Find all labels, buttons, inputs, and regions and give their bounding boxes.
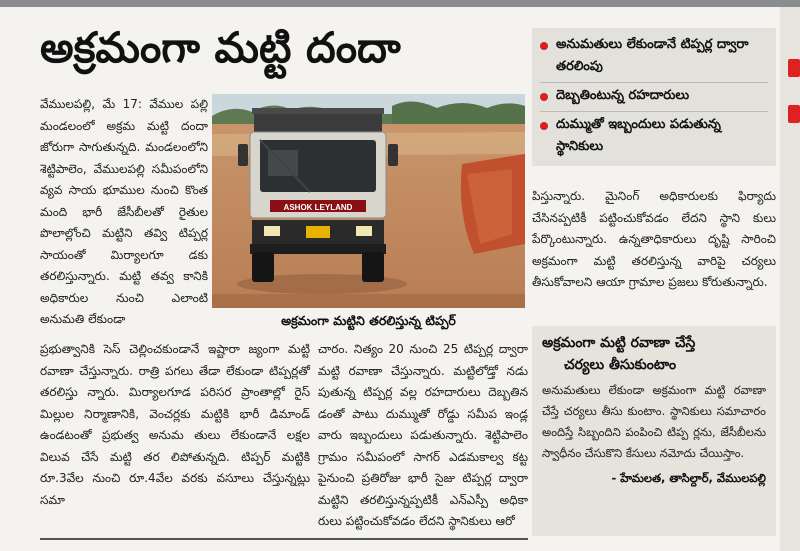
- quote-signature: - హేమలత, తాసిల్దార్, వేములపల్లి: [611, 471, 766, 485]
- top-margin-bar: [0, 0, 800, 7]
- adjacent-page-edge: [780, 7, 800, 551]
- truck-illustration: [212, 94, 525, 308]
- adjacent-red-mark: [788, 59, 800, 77]
- quote-title: చర్యలు తీసుకుంటాం: [564, 357, 677, 373]
- official-quote-box: [532, 326, 776, 536]
- quote-title: అక్రమంగా మట్టి రవాణా చేస్తే: [542, 335, 696, 351]
- headline: అక్రమంగా మట్టి దందా: [40, 23, 401, 72]
- divider: [540, 111, 768, 112]
- article-column-left-top: వేములపల్లి, మే 17: వేముల పల్లి మండలంలో అక్రమ మట్టి దందా జోరుగా సాగుతున్నది. మండలంలోని శెట్టిపాలెం, వేములపల్లి సమీపంలోని వ్యవ సాయ భూముల నుంచి కొంత మంది భారీ జేసీబీలతో రైతుల పొలాల్లోంచి మట్టిని తవ్వి టిప్పర్ల సాయంతో మిర్యాలగూ డకు తరలిస్తున్నారు. మట్టి తవ్వ కానికి అధికారుల నుంచి ఎలాంటి అనుమతి లేకుండా: [40, 97, 208, 326]
- truck-brand-label: ASHOK LEYLAND: [283, 203, 353, 212]
- highlight-item: దుమ్ముతో ఇబ్బందులు పడుతున్న స్థానికులు: [540, 114, 768, 158]
- tipper-truck-photo: [212, 94, 525, 308]
- quote-text: అనుమతులు లేకుండా అక్రమంగా మట్టి రవాణా చేస్తే చర్యలు తీసు కుంటాం. స్థానికులు సమాచారం అందిస్తే సిబ్బందిని పంపించి టిప్ప ర్లను, జేసీబీలను స్వాధీనం చేసుకొని కేసులు నమోదు చేయిస్తాం.: [542, 383, 766, 460]
- article-column-middle: చారం. నిత్యం 20 నుంచి 25 టిప్పర్ల ద్వారా మట్టి రవాణా చేస్తున్నారు. మట్టిలోడ్తో నడు పుతున్న టిప్పర్ల వల్ల రహదారులు దెబ్బతిన డంతో పాటు దుమ్ముతో రోడ్డు సమీప ఇండ్ల వారు ఇబ్బందులు పడుతున్నారు. శెట్టిపాలెం గ్రామం సమీపంలో సాగర్ ఎడమకాల్వ కట్ట పైనుంచి ప్రతిరోజు భారీ సైజు టిప్పర్ల ద్వారా మట్టిని తరలిస్తున్నప్పటికీ ఎన్ఎస్పీ అధికా రులు పట్టించుకోవడం లేదని స్థానికులు ఆరో: [318, 342, 528, 528]
- article-column-right: పిస్తున్నారు. మైనింగ్ అధికారులకు ఫిర్యాదు చేసినప్పటికీ పట్టించుకోవడం లేదని స్థాని కులు పేర్కొంటున్నారు. ఉన్నతాధికారులు దృష్టి సారించి అక్రమంగా మట్టి తరలిస్తున్న వారిపై చర్యలు తీసుకోవాలని ఆయా గ్రామాల ప్రజలు కోరుతున్నారు.: [532, 189, 776, 289]
- highlight-item: దెబ్బతింటున్న రహదారులు: [540, 85, 768, 107]
- highlights-box: [532, 28, 776, 166]
- bottom-divider: [40, 538, 528, 540]
- photo-caption: అక్రమంగా మట్టిని తరలిస్తున్న టిప్పర్: [281, 313, 456, 328]
- highlight-item: అనుమతులు లేకుండానే టిప్పర్ల ద్వారా తరలింపు: [540, 34, 768, 78]
- article-column-left-bottom: ప్రభుత్వానికి సెస్ చెల్లించకుండానే ఇష్టారా జ్యంగా మట్టి రవాణా చేస్తున్నారు. రాత్రి పగలు తేడా లేకుండా టిప్పర్లతో తరలిస్తు న్నారు. మిర్యాలగూడ పరిసర ప్రాంతాల్లో రైస్ మిల్లుల నిర్మాణానికి, వెంచర్లకు మట్టికి భారీ డిమాండ్ ఉండటంతో ప్రభుత్వ అనుమ తులు లేకుండానే లక్షల విలువ చేసే మట్టి తర లిపోతున్నది. టిప్పర్ మట్టికి రూ.3వేల నుంచి రూ.4వేల వరకు వసూలు చేస్తున్నట్లు సమా: [40, 342, 310, 507]
- divider: [540, 82, 768, 83]
- adjacent-red-mark: [788, 105, 800, 123]
